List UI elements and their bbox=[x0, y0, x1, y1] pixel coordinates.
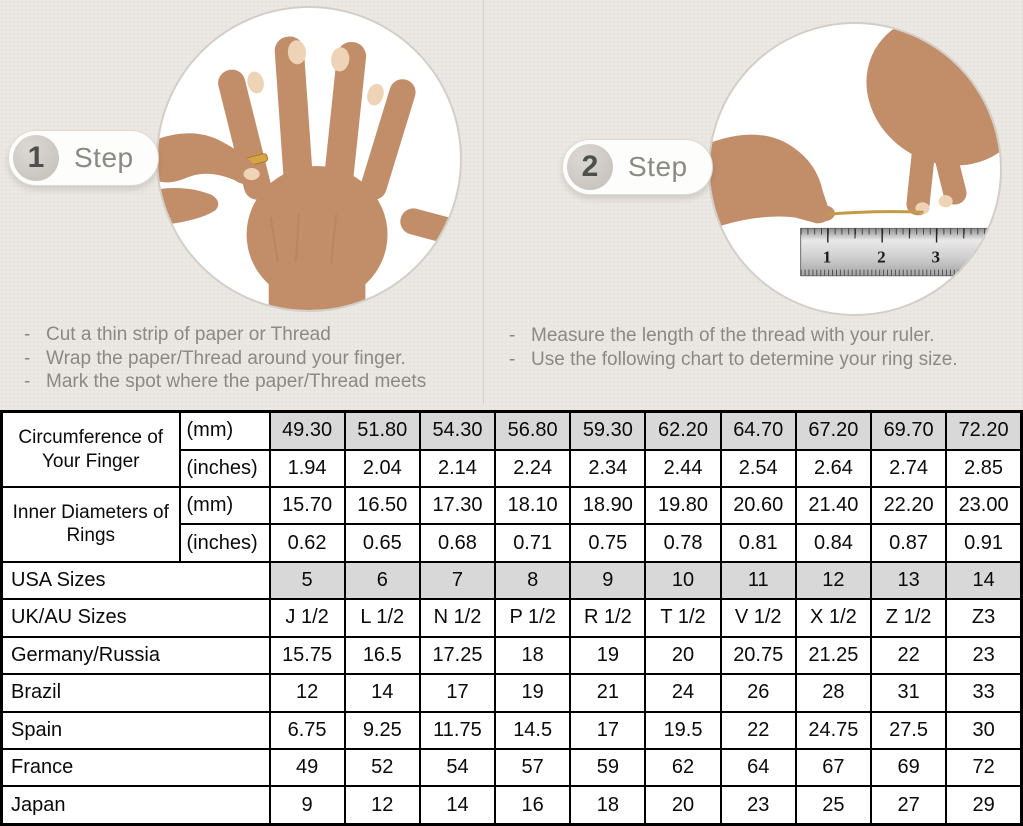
row-label: Japan bbox=[2, 786, 270, 824]
table-cell: 67 bbox=[796, 749, 871, 786]
step2-photo bbox=[708, 22, 1002, 316]
step2-badge bbox=[562, 139, 713, 195]
table-cell: 21.40 bbox=[796, 487, 871, 524]
table-row bbox=[2, 637, 1022, 674]
table-cell: Z 1/2 bbox=[871, 599, 946, 636]
table-cell: 52 bbox=[345, 749, 420, 786]
table-row bbox=[2, 674, 1022, 711]
table-cell: 33 bbox=[946, 674, 1021, 711]
table-cell: 22.20 bbox=[871, 487, 946, 524]
table-cell: 0.71 bbox=[495, 524, 570, 561]
ruler-number-1: 1 bbox=[822, 247, 832, 267]
table-cell: 14 bbox=[420, 786, 495, 824]
table-cell: 16.5 bbox=[345, 637, 420, 674]
table-cell: 0.68 bbox=[420, 524, 495, 561]
table-row bbox=[2, 749, 1022, 786]
unit-label: (inches) bbox=[180, 450, 270, 487]
step2-label: Step bbox=[628, 151, 688, 182]
table-cell: 49.30 bbox=[270, 412, 345, 450]
table-cell: 27 bbox=[871, 786, 946, 824]
table-cell: 17 bbox=[420, 674, 495, 711]
table-cell: 54.30 bbox=[420, 412, 495, 450]
table-cell: Z3 bbox=[946, 599, 1021, 636]
table-cell: 54 bbox=[420, 749, 495, 786]
table-cell: 0.65 bbox=[345, 524, 420, 561]
table-cell: 11 bbox=[721, 562, 796, 599]
table-cell: 16 bbox=[495, 786, 570, 824]
table-cell: L 1/2 bbox=[345, 599, 420, 636]
step1-badge bbox=[8, 130, 159, 186]
table-cell: 24.75 bbox=[796, 712, 871, 749]
step1-photo bbox=[156, 6, 462, 312]
table-cell: 24 bbox=[645, 674, 720, 711]
table-cell: 7 bbox=[420, 562, 495, 599]
table-cell: 13 bbox=[871, 562, 946, 599]
table-cell: 62.20 bbox=[645, 412, 720, 450]
table-cell: N 1/2 bbox=[420, 599, 495, 636]
table-cell: 2.44 bbox=[645, 450, 720, 487]
table-cell: 6 bbox=[345, 562, 420, 599]
table-cell: 22 bbox=[721, 712, 796, 749]
table-cell: 18.10 bbox=[495, 487, 570, 524]
table-cell: 19.5 bbox=[645, 712, 720, 749]
table-cell: 27.5 bbox=[871, 712, 946, 749]
table-cell: 0.62 bbox=[270, 524, 345, 561]
table-cell: 14.5 bbox=[495, 712, 570, 749]
table-row bbox=[2, 562, 1022, 599]
table-cell: 22 bbox=[871, 637, 946, 674]
ruler-number-2: 2 bbox=[877, 247, 886, 267]
table-row bbox=[2, 712, 1022, 749]
table-cell: 2.85 bbox=[946, 450, 1021, 487]
instruction-line: - Cut a thin strip of paper or Thread bbox=[24, 324, 331, 345]
table-row bbox=[2, 599, 1022, 636]
table-cell: 0.81 bbox=[721, 524, 796, 561]
table-cell: 2.24 bbox=[495, 450, 570, 487]
ruler bbox=[801, 228, 1000, 275]
table-cell: 25 bbox=[796, 786, 871, 824]
table-row bbox=[2, 786, 1022, 824]
instruction-line: - Use the following chart to determine your ring size. bbox=[509, 348, 958, 370]
table-cell: 64 bbox=[721, 749, 796, 786]
instruction-line: - Mark the spot where the paper/Thread meets bbox=[24, 371, 427, 392]
table-cell: 18 bbox=[570, 786, 645, 824]
table-cell: 64.70 bbox=[721, 412, 796, 450]
panel-divider bbox=[483, 0, 484, 404]
row-label: Spain bbox=[2, 712, 270, 749]
table-cell: 62 bbox=[645, 749, 720, 786]
table-cell: 17.30 bbox=[420, 487, 495, 524]
row-group-label: Circumference of Your Finger bbox=[2, 412, 180, 488]
instructions-section bbox=[0, 0, 1023, 410]
unit-label: (inches) bbox=[180, 524, 270, 561]
table-cell: P 1/2 bbox=[495, 599, 570, 636]
table-cell: 20 bbox=[645, 637, 720, 674]
table-cell: 56.80 bbox=[495, 412, 570, 450]
table-cell: 59 bbox=[570, 749, 645, 786]
table-cell: 21.25 bbox=[796, 637, 871, 674]
table-cell: 19.80 bbox=[645, 487, 720, 524]
table-cell: 16.50 bbox=[345, 487, 420, 524]
table-cell: 29 bbox=[946, 786, 1021, 824]
table-cell: 21 bbox=[570, 674, 645, 711]
table-cell: 19 bbox=[570, 637, 645, 674]
hands-shape bbox=[710, 24, 1000, 229]
table-cell: 11.75 bbox=[420, 712, 495, 749]
table-cell: 0.75 bbox=[570, 524, 645, 561]
table-cell: 72.20 bbox=[946, 412, 1021, 450]
step2-instructions bbox=[505, 324, 958, 371]
table-row bbox=[2, 487, 1022, 524]
table-cell: 10 bbox=[645, 562, 720, 599]
table-cell: 23.00 bbox=[946, 487, 1021, 524]
table-cell: 2.04 bbox=[345, 450, 420, 487]
step1-label: Step bbox=[74, 142, 134, 173]
unit-label: (mm) bbox=[180, 412, 270, 450]
instruction-line: - Wrap the paper/Thread around your finger. bbox=[24, 347, 406, 369]
table-cell: 9 bbox=[270, 786, 345, 824]
table-cell: 8 bbox=[495, 562, 570, 599]
gold-thread bbox=[827, 212, 924, 215]
table-cell: 20 bbox=[645, 786, 720, 824]
ruler-number-3: 3 bbox=[931, 247, 941, 267]
table-cell: 12 bbox=[796, 562, 871, 599]
table-cell: T 1/2 bbox=[645, 599, 720, 636]
table-cell: 49 bbox=[270, 749, 345, 786]
table-cell: 72 bbox=[946, 749, 1021, 786]
table-cell: 2.34 bbox=[570, 450, 645, 487]
table-cell: 6.75 bbox=[270, 712, 345, 749]
row-label: Germany/Russia bbox=[2, 637, 270, 674]
step1-instructions bbox=[20, 323, 426, 394]
table-cell: 12 bbox=[345, 786, 420, 824]
table-cell: 26 bbox=[721, 674, 796, 711]
row-label: France bbox=[2, 749, 270, 786]
table-cell: 69.70 bbox=[871, 412, 946, 450]
table-cell: 30 bbox=[946, 712, 1021, 749]
unit-label: (mm) bbox=[180, 487, 270, 524]
table-cell: 2.74 bbox=[871, 450, 946, 487]
table-cell: 9.25 bbox=[345, 712, 420, 749]
table-cell: 15.70 bbox=[270, 487, 345, 524]
table-cell: 0.78 bbox=[645, 524, 720, 561]
table-cell: 2.64 bbox=[796, 450, 871, 487]
table-cell: 31 bbox=[871, 674, 946, 711]
step1-number: 1 bbox=[13, 135, 59, 181]
table-cell: 1.94 bbox=[270, 450, 345, 487]
table-cell: 51.80 bbox=[345, 412, 420, 450]
table-cell: 14 bbox=[946, 562, 1021, 599]
instruction-line: - Measure the length of the thread with your ruler. bbox=[509, 325, 935, 346]
table-cell: 0.87 bbox=[871, 524, 946, 561]
table-cell: 18.90 bbox=[570, 487, 645, 524]
table-cell: 19 bbox=[495, 674, 570, 711]
row-label: Brazil bbox=[2, 674, 270, 711]
table-cell: 5 bbox=[270, 562, 345, 599]
row-label: UK/AU Sizes bbox=[2, 599, 270, 636]
table-cell: 69 bbox=[871, 749, 946, 786]
table-cell: 23 bbox=[946, 637, 1021, 674]
table-cell: 67.20 bbox=[796, 412, 871, 450]
row-label: USA Sizes bbox=[2, 562, 270, 599]
table-cell: 20.75 bbox=[721, 637, 796, 674]
hand-with-ring-illustration bbox=[158, 8, 460, 310]
table-cell: 14 bbox=[345, 674, 420, 711]
table-cell: 9 bbox=[570, 562, 645, 599]
table-cell: 57 bbox=[495, 749, 570, 786]
table-cell: 18 bbox=[495, 637, 570, 674]
table-cell: 23 bbox=[721, 786, 796, 824]
table-cell: R 1/2 bbox=[570, 599, 645, 636]
table-cell: 0.84 bbox=[796, 524, 871, 561]
table-cell: X 1/2 bbox=[796, 599, 871, 636]
table-cell: 20.60 bbox=[721, 487, 796, 524]
ring-size-table bbox=[0, 410, 1023, 826]
measuring-thread-illustration bbox=[710, 24, 1000, 314]
step2-number: 2 bbox=[567, 144, 613, 190]
table-cell: 17.25 bbox=[420, 637, 495, 674]
table-cell: 2.54 bbox=[721, 450, 796, 487]
table-cell: 12 bbox=[270, 674, 345, 711]
row-group-label: Inner Diameters of Rings bbox=[2, 487, 180, 562]
table-cell: J 1/2 bbox=[270, 599, 345, 636]
table-cell: 15.75 bbox=[270, 637, 345, 674]
table-cell: V 1/2 bbox=[721, 599, 796, 636]
table-cell: 0.91 bbox=[946, 524, 1021, 561]
table-cell: 59.30 bbox=[570, 412, 645, 450]
table-cell: 2.14 bbox=[420, 450, 495, 487]
table-cell: 28 bbox=[796, 674, 871, 711]
table-cell: 17 bbox=[570, 712, 645, 749]
table-row bbox=[2, 412, 1022, 450]
